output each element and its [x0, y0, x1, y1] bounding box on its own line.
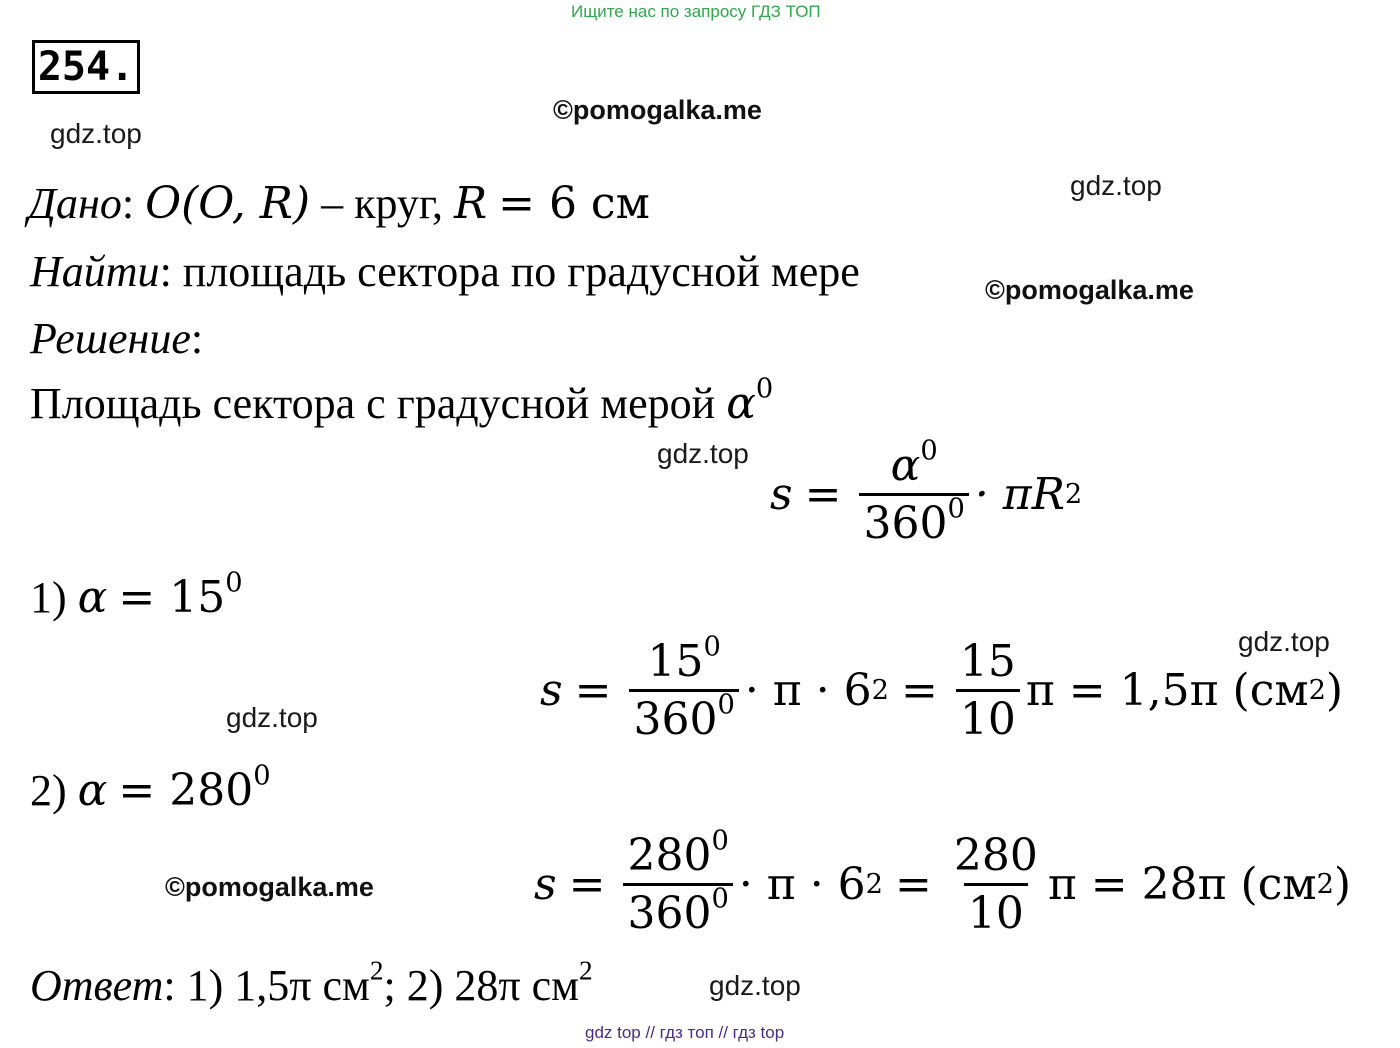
intro-text: Площадь сектора с градусной мерой: [30, 379, 716, 428]
case1-result: π = 1,5π (см: [1025, 665, 1309, 716]
case2-num1: 280: [627, 830, 712, 881]
case1-eq2: =: [901, 665, 938, 716]
case2-eq2: =: [895, 859, 932, 910]
watermark-gdz: gdz.top: [226, 702, 318, 733]
answer-line: [30, 955, 593, 1011]
case2-num1-sup: 0: [711, 825, 729, 857]
answer-sup1: 2: [369, 955, 384, 986]
watermark-pomogalka: ©pomogalka.me: [985, 275, 1194, 305]
general-formula: s = $\frac{\alpha^0}{360^0}$ · πR 2: [770, 435, 1083, 549]
case2-result-end: ): [1333, 859, 1352, 910]
watermark-gdz: gdz.top: [50, 118, 142, 149]
case2-fraction2: [950, 830, 1042, 939]
case1-mid: · π · 6: [744, 665, 872, 716]
case1-alpha: α: [77, 572, 108, 623]
case1-sup: 0: [225, 567, 243, 599]
case1-result-end: ): [1325, 665, 1344, 716]
intro-deg: 0: [755, 373, 774, 405]
given-text: – круг,: [321, 179, 454, 228]
formula-den-sup: 0: [947, 493, 965, 525]
case1-line: [30, 567, 243, 623]
top-banner-text: Ищите нас по запросу ГДЗ ТОП: [571, 2, 821, 21]
case2-den1: 360: [627, 888, 712, 939]
solution-colon: :: [190, 314, 204, 363]
case2-lhs: s: [534, 859, 557, 910]
case2-alpha: α: [77, 765, 108, 816]
solution-label: Решение: [30, 314, 191, 363]
solution-line: [30, 313, 203, 364]
intro-alpha: α: [726, 378, 756, 429]
case2-label: 2): [30, 766, 78, 815]
case2-result: π = 28π (см: [1047, 859, 1317, 910]
answer-text2: ; 2) 28π см: [383, 961, 579, 1010]
case1-label: 1): [30, 573, 78, 622]
case2-eq: =: [568, 859, 606, 910]
find-line: [30, 246, 860, 297]
answer-sup2: 2: [578, 955, 593, 986]
formula-den: 360: [863, 498, 948, 549]
case2-den2: 10: [964, 883, 1028, 939]
case2-mid: · π · 6: [738, 859, 866, 910]
solution-intro: [30, 373, 774, 429]
formula-eq: =: [804, 469, 842, 520]
watermark-gdz: gdz.top: [709, 970, 801, 1001]
watermark-gdz: gdz.top: [1070, 170, 1162, 201]
given-circle: O(O, R): [145, 178, 311, 229]
case1-num1-sup: 0: [703, 631, 721, 663]
footer-text: gdz top // гдз топ // гдз top: [585, 1023, 785, 1042]
formula-fraction: [859, 435, 968, 549]
given-label: Дано: [28, 179, 122, 228]
case1-fraction2: [956, 636, 1020, 745]
given-colon: :: [121, 179, 135, 228]
watermark-gdz: gdz.top: [657, 438, 749, 469]
formula-num: α: [890, 440, 921, 491]
case2-sup: 0: [253, 760, 271, 792]
answer-label: Ответ: [30, 961, 164, 1010]
answer-text1: : 1) 1,5π см: [163, 961, 370, 1010]
case2-value: = 280: [118, 765, 254, 816]
case2-formula: s = $\frac{280^0}{360^0}$ · π · 6 2 = $\frac{280}{10}$ π = 28π (см 2 ): [534, 825, 1352, 939]
formula-num-sup: 0: [920, 435, 938, 467]
case1-eq: =: [574, 665, 612, 716]
watermark-pomogalka: ©pomogalka.me: [165, 872, 374, 902]
problem-number: 254.: [32, 40, 140, 94]
case1-value: = 15: [118, 572, 226, 623]
find-text: : площадь сектора по градусной мере: [159, 247, 860, 296]
watermark-pomogalka: ©pomogalka.me: [553, 95, 762, 125]
case1-den1: 360: [633, 694, 718, 745]
given-line: [28, 178, 650, 229]
watermark-gdz: gdz.top: [1238, 626, 1330, 657]
case1-lhs: s: [540, 665, 563, 716]
case1-formula: s = $\frac{15^0}{360^0}$ · π · 6 2 = $\frac{15}{10}$ π = 1,5π (см 2 ): [540, 631, 1344, 745]
given-radius-var: R: [453, 178, 488, 229]
case2-den1-sup: 0: [711, 883, 729, 915]
formula-lhs: s: [770, 469, 793, 520]
case1-fraction1: [629, 631, 738, 745]
formula-tail: · πR: [974, 469, 1065, 520]
case2-line: [30, 760, 271, 816]
find-label: Найти: [30, 247, 160, 296]
case1-num2: 15: [959, 636, 1016, 687]
case1-den2: 10: [956, 689, 1020, 745]
given-radius-val: = 6 см: [498, 178, 650, 229]
case1-den1-sup: 0: [717, 689, 735, 721]
case1-num1: 15: [647, 636, 704, 687]
case2-fraction1: [623, 825, 732, 939]
case2-num2: 280: [953, 830, 1038, 881]
